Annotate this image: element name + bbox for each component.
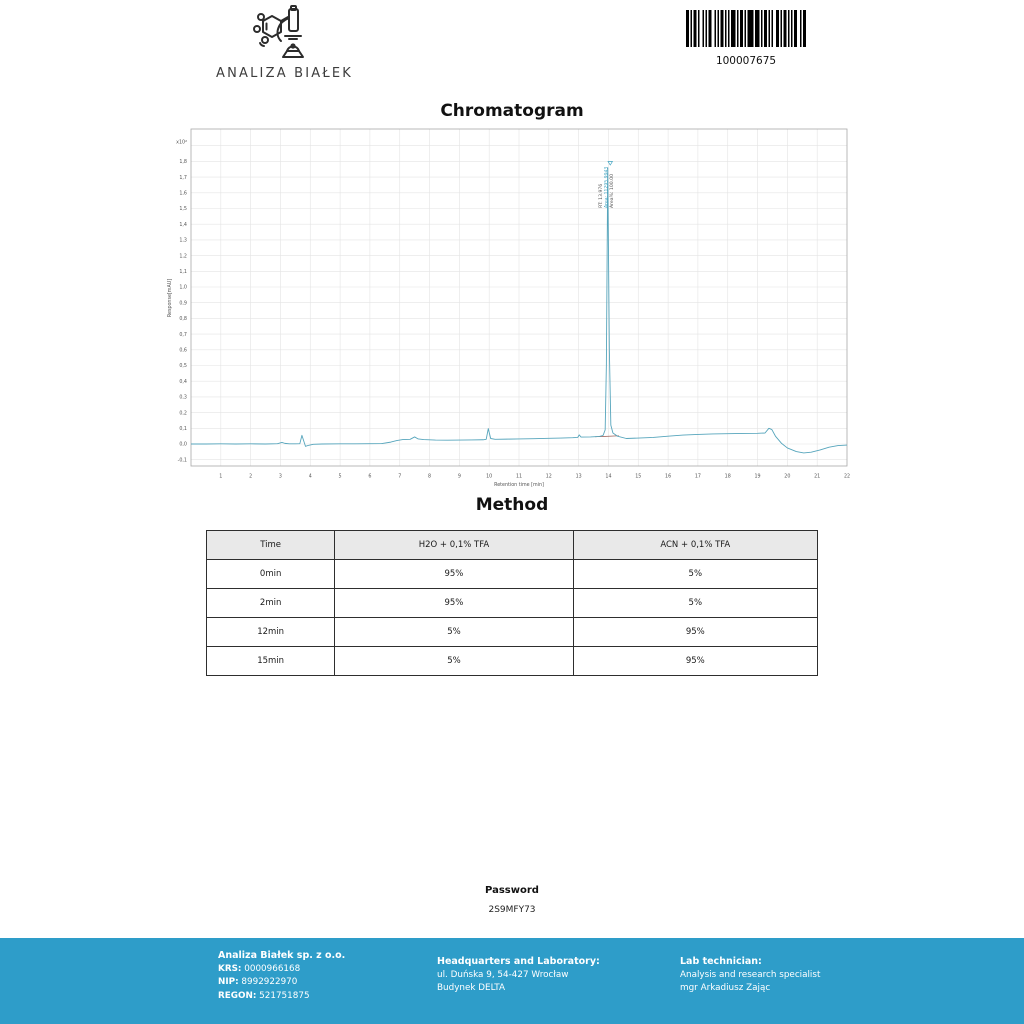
barcode-bar [715, 10, 717, 47]
barcode-bar [691, 10, 693, 47]
y-tick-label: 0,6 [179, 348, 187, 354]
x-tick-label: 7 [398, 474, 402, 480]
barcode-bar [728, 10, 730, 47]
x-tick-label: 14 [605, 474, 612, 480]
molecule-microscope-icon [241, 5, 315, 63]
cell-acn: 95% [573, 647, 817, 676]
barcode-bar [721, 10, 724, 47]
y-tick-label: 0,7 [179, 332, 187, 338]
password-label: Password [485, 885, 539, 896]
cell-h2o: 95% [335, 560, 573, 589]
cell-time: 15min [207, 647, 335, 676]
y-tick-label: 1,8 [179, 160, 187, 166]
barcode-bar [788, 10, 790, 47]
cell-acn: 5% [573, 560, 817, 589]
barcode-bar [709, 10, 712, 47]
table-header-row [207, 531, 818, 560]
cell-time: 0min [207, 560, 335, 589]
x-tick-label: 17 [694, 474, 701, 480]
y-tick-label: 0,9 [179, 301, 187, 307]
x-tick-label: 11 [515, 474, 523, 480]
barcode-bar [694, 10, 697, 47]
cell-time: 2min [207, 589, 335, 618]
footer [0, 938, 1024, 1024]
company-regon: REGON: 521751875 [218, 990, 310, 1001]
logo-text: ANALIZA BIAŁEK [216, 66, 354, 81]
x-tick-label: 4 [308, 474, 312, 480]
barcode-bar [794, 10, 797, 47]
cell-h2o: 5% [335, 647, 573, 676]
y-tick-label: -0,1 [177, 458, 187, 464]
table-row [207, 647, 818, 676]
password-value: 2S9MFY73 [488, 905, 536, 915]
x-tick-label: 12 [545, 474, 552, 480]
table-row [207, 589, 818, 618]
logo [216, 5, 354, 81]
x-tick-label: 22 [843, 474, 851, 480]
y-tick-label: 1,5 [179, 207, 187, 213]
password-section [0, 885, 1024, 915]
table-row [207, 618, 818, 647]
x-tick-label: 5 [338, 474, 342, 480]
x-tick-label: 6 [368, 474, 372, 480]
barcode-bar [686, 10, 689, 47]
barcode-bar [703, 10, 705, 47]
company-krs: KRS: 0000966168 [218, 963, 301, 974]
peak-annotation-line: RT: 13.976 [599, 183, 605, 208]
y-scale-label: x10² [176, 140, 187, 146]
y-tick-label: 1,4 [179, 222, 187, 228]
peak-annotation-line: Area%: 100.00 [610, 173, 616, 208]
y-tick-label: 0,4 [179, 379, 187, 385]
company-name: Analiza Białek sp. z o.o. [218, 950, 346, 961]
x-tick-label: 21 [814, 474, 821, 480]
barcode-bar [769, 10, 771, 47]
x-tick-label: 10 [486, 474, 493, 480]
x-tick-label: 1 [219, 474, 223, 480]
barcode-bar [731, 10, 736, 47]
barcode-block [686, 10, 806, 67]
barcode-bar [781, 10, 783, 47]
y-tick-label: 0,8 [179, 317, 187, 323]
y-tick-label: 1,1 [179, 270, 187, 275]
cell-h2o: 95% [335, 589, 573, 618]
method-title: Method [475, 495, 549, 515]
headquarters-heading: Headquarters and Laboratory: [437, 956, 600, 967]
barcode-bar [706, 10, 708, 47]
barcode-bar [755, 10, 760, 47]
cell-acn: 95% [573, 618, 817, 647]
y-tick-label: 0,3 [179, 395, 187, 401]
x-tick-label: 9 [457, 474, 461, 480]
x-tick-label: 2 [249, 474, 253, 480]
barcode-bar [761, 10, 763, 47]
cell-acn: 5% [573, 589, 817, 618]
barcode-bar [698, 10, 700, 47]
address-line: ul. Duńska 9, 54-427 Wrocław [437, 969, 569, 980]
x-tick-label: 19 [754, 474, 761, 480]
chromatogram-chart [160, 120, 855, 495]
y-tick-label: 1,3 [179, 238, 187, 244]
address-line: Budynek DELTA [437, 983, 506, 993]
y-tick-label: 0,1 [179, 427, 187, 432]
barcode-bar [745, 10, 747, 47]
technician-heading: Lab technician: [680, 956, 762, 967]
x-axis-label: Retention time [min] [494, 483, 544, 488]
barcode-bar [800, 10, 802, 47]
footer-technician-column [680, 955, 820, 996]
y-axis-label: Response[mAU] [168, 278, 173, 318]
cell-time: 12min [207, 618, 335, 647]
technician-line: Analysis and research specialist [680, 969, 821, 980]
method-table [206, 530, 818, 676]
barcode-bar [748, 10, 754, 47]
barcode-number: 100007675 [715, 55, 777, 67]
barcode-bar [725, 10, 727, 47]
cell-h2o: 5% [335, 618, 573, 647]
technician-line: mgr Arkadiusz Zając [680, 983, 771, 993]
y-tick-label: 0,0 [179, 442, 187, 448]
barcode [686, 10, 806, 47]
x-tick-label: 20 [784, 474, 791, 480]
footer-company-column [218, 949, 345, 1003]
chromatogram-title: Chromatogram [440, 101, 584, 121]
barcode-bar [718, 10, 720, 47]
barcode-bar [803, 10, 806, 47]
barcode-bar [776, 10, 779, 47]
col-header-h2o: H2O + 0,1% TFA [335, 531, 573, 560]
x-tick-label: 3 [278, 474, 282, 480]
barcode-bar [737, 10, 739, 47]
peak-annotation-line: Area: 11295.9943 [604, 166, 610, 208]
col-header-time: Time [207, 531, 335, 560]
barcode-bar [791, 10, 793, 47]
y-tick-label: 1,7 [179, 175, 187, 181]
barcode-bar [740, 10, 743, 47]
y-tick-label: 1,6 [179, 191, 187, 197]
col-header-acn: ACN + 0,1% TFA [573, 531, 817, 560]
barcode-bar [764, 10, 767, 47]
x-tick-label: 8 [428, 474, 432, 480]
y-tick-label: 0,5 [179, 364, 187, 370]
table-row [207, 560, 818, 589]
footer-address-column [437, 955, 600, 996]
x-tick-label: 13 [575, 474, 582, 480]
y-tick-label: 1,2 [179, 254, 187, 260]
company-nip: NIP: 8992922970 [218, 977, 298, 987]
x-tick-label: 16 [665, 474, 672, 480]
x-tick-label: 15 [635, 474, 642, 480]
x-tick-label: 18 [724, 474, 731, 480]
barcode-bar [772, 10, 774, 47]
barcode-bar [784, 10, 787, 47]
y-tick-label: 0,2 [179, 411, 187, 417]
y-tick-label: 1,0 [179, 285, 187, 291]
